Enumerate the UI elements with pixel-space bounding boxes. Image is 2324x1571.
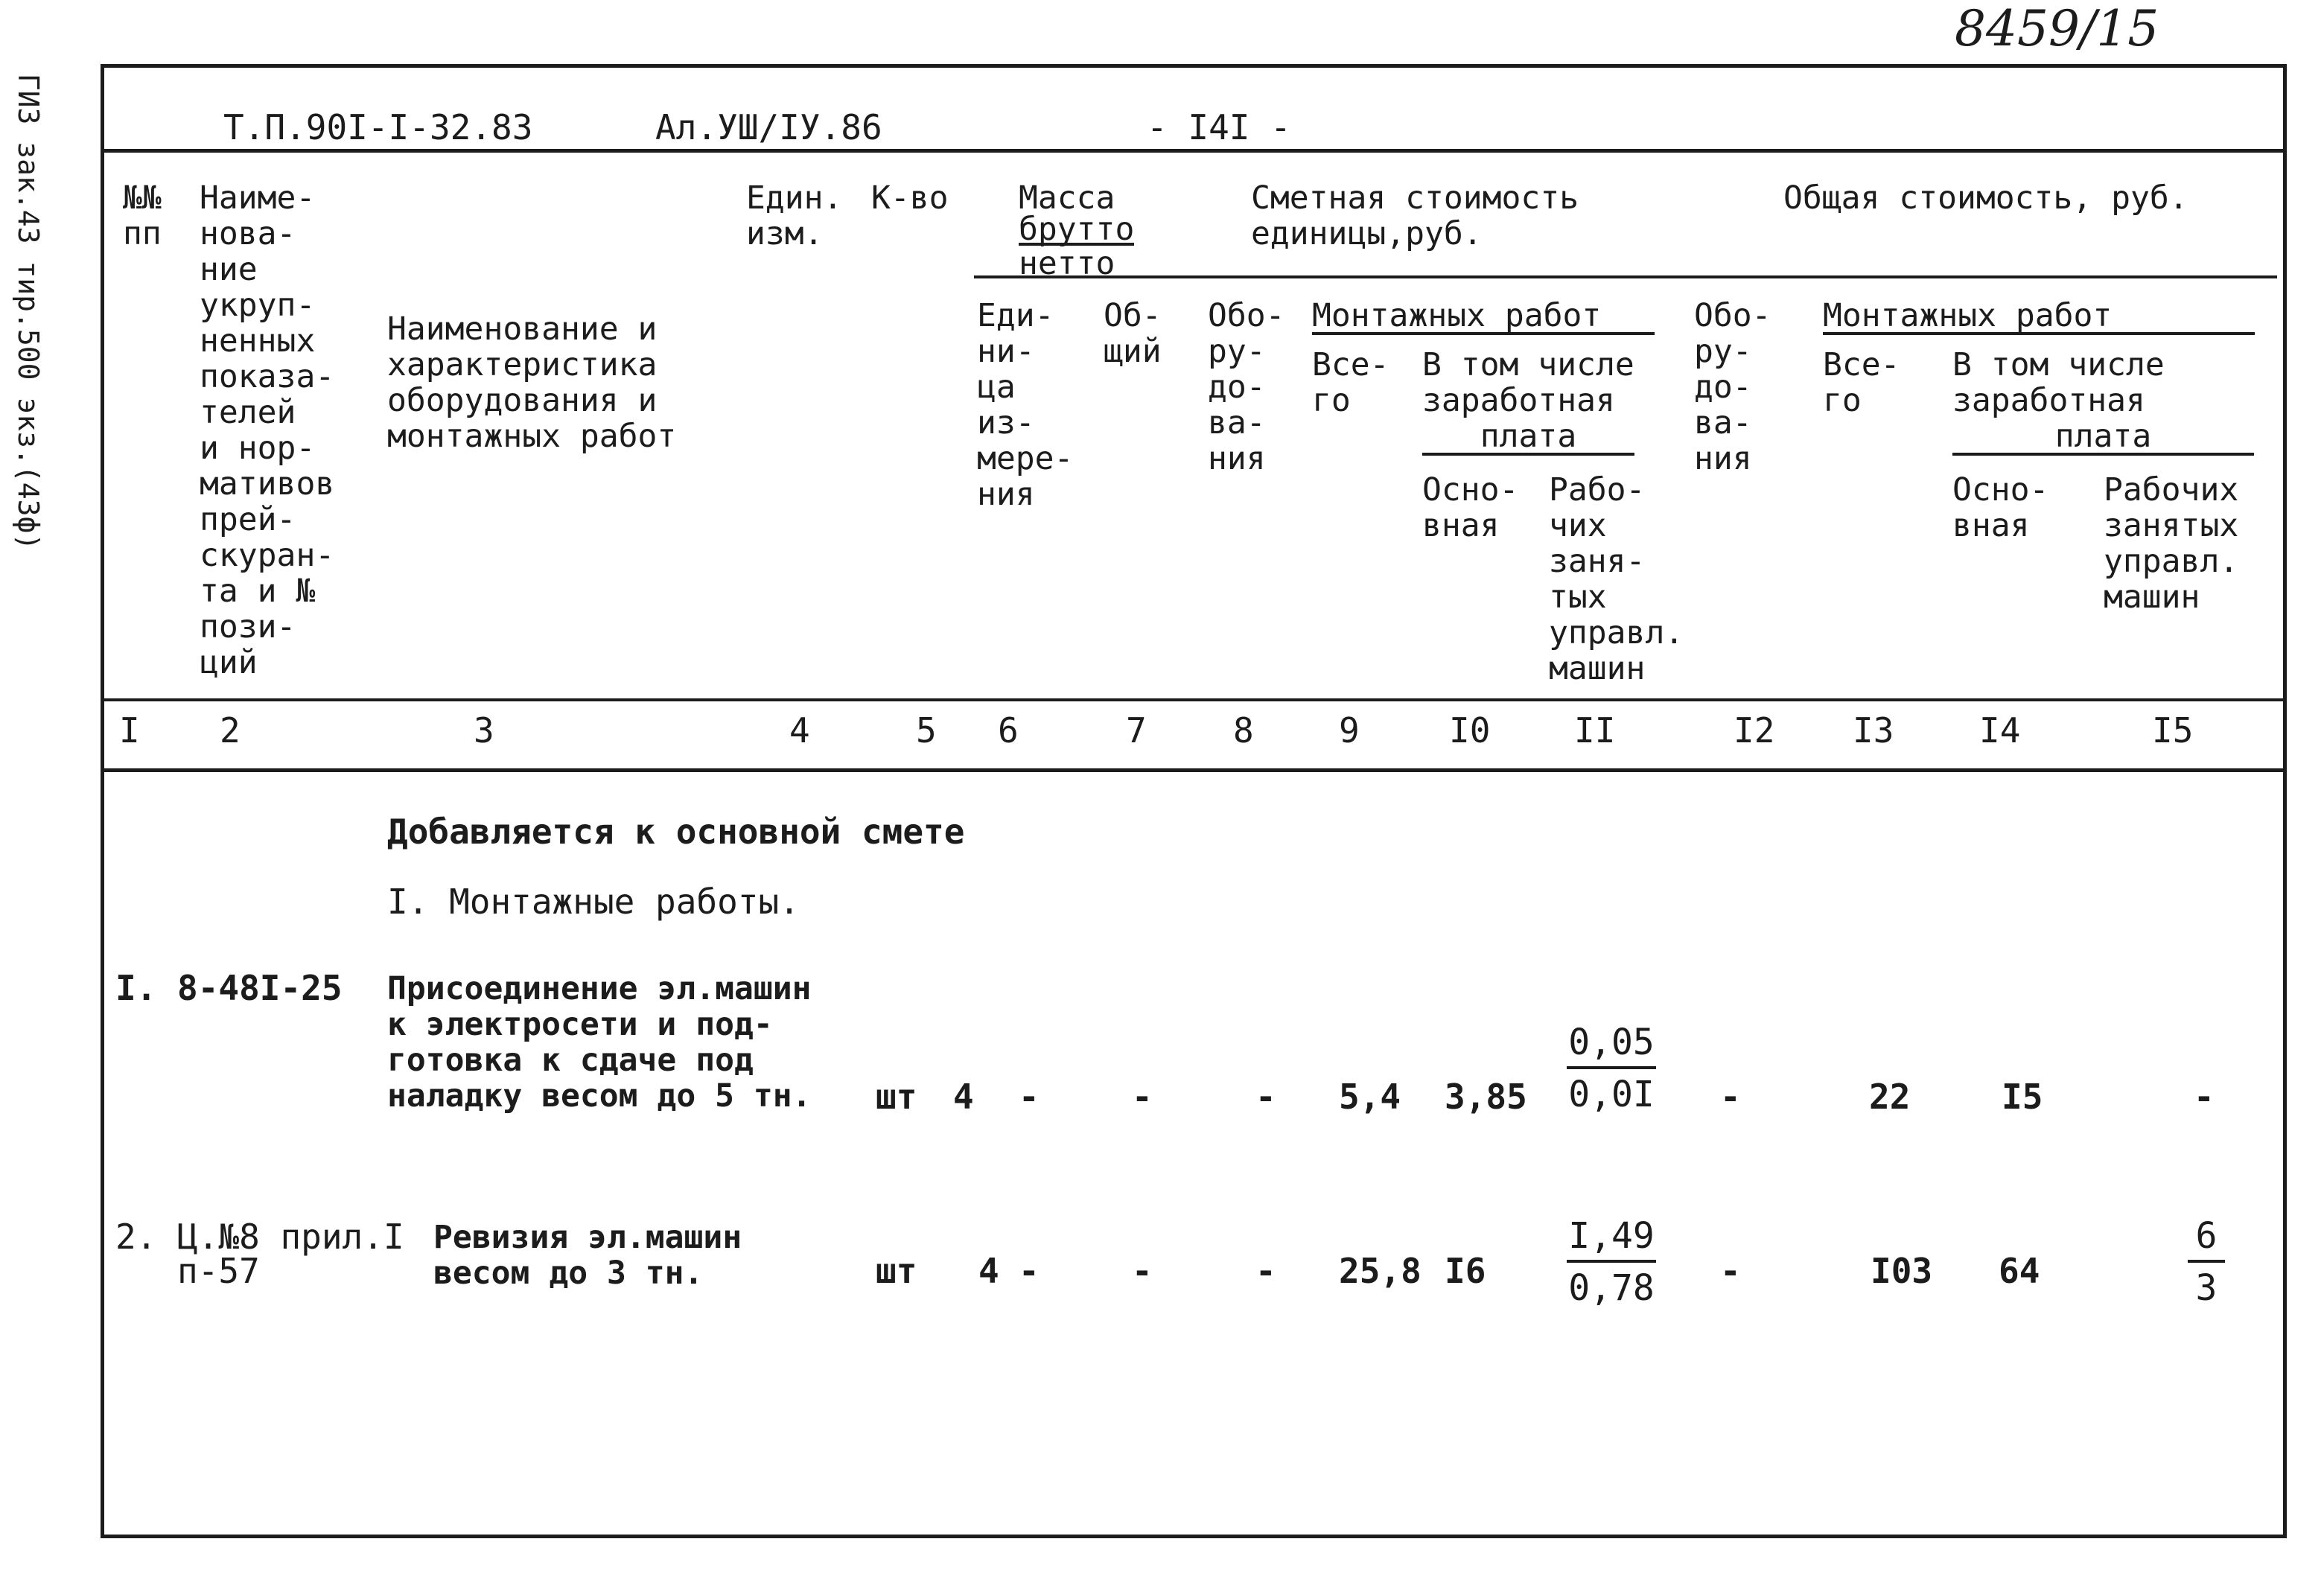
archive-number: 8459/15 bbox=[1955, 0, 2159, 57]
column-numbers-bottom-rule bbox=[101, 768, 2286, 772]
row-wage-machine bbox=[1567, 1022, 1656, 1115]
header-plata-2: плата bbox=[1952, 418, 2254, 456]
row-wage-machine bbox=[1567, 1215, 1656, 1309]
row-unit: шт bbox=[876, 1077, 917, 1117]
row-qty: 4 bbox=[953, 1077, 974, 1117]
header-brutto: брутто bbox=[1019, 211, 1135, 248]
row-wage-basic: I6 bbox=[1445, 1251, 1486, 1291]
header-col-12: Обо- ру- до- ва- ния bbox=[1694, 297, 1771, 477]
row-install-total: 25,8 bbox=[1339, 1251, 1422, 1291]
header-netto: нетто bbox=[1019, 245, 1115, 282]
row-equip-cost: - bbox=[1255, 1077, 1276, 1117]
header-col-1: №№ пп bbox=[123, 179, 162, 252]
header-unit-cost: Сметная стоимость единицы,руб. bbox=[1251, 179, 1579, 252]
header-plata-1: плата bbox=[1422, 418, 1634, 456]
row-name: Присоединение эл.машин к электросети и под- готовка к сдаче под наладку весом до 5 тн. bbox=[387, 970, 812, 1115]
col-number: I5 bbox=[2152, 710, 2194, 751]
row-qty: 4 bbox=[978, 1251, 999, 1291]
frame-top bbox=[101, 64, 2286, 68]
row-code: 8-48I-25 bbox=[177, 968, 343, 1008]
header-col-8: Обо- ру- до- ва- ния bbox=[1208, 297, 1285, 477]
row-install-total: 5,4 bbox=[1339, 1077, 1401, 1117]
row-total-wage-basic: I5 bbox=[2002, 1077, 2043, 1117]
row-total-wage-machine-denominator: 3 bbox=[2195, 1267, 2218, 1309]
margin-stamp: ГИЗ зак.43 тир.500 экз.(43ф) bbox=[12, 73, 45, 551]
header-col-6: Еди- ни- ца из- мере- ния bbox=[977, 297, 1074, 513]
row-total-wage-machine bbox=[2188, 1215, 2225, 1309]
section-title: Добавляется к основной смете bbox=[387, 812, 965, 852]
row-total-install: 22 bbox=[1869, 1077, 1911, 1117]
row-code: Ц.№8 прил.I bbox=[177, 1217, 404, 1257]
col-number: 3 bbox=[474, 710, 494, 751]
header-col-9: Все- го bbox=[1312, 346, 1389, 419]
col-number: I3 bbox=[1853, 710, 1894, 751]
row-wage-machine-numerator: I,49 bbox=[1567, 1218, 1656, 1263]
row-mass-unit: - bbox=[1019, 1251, 1040, 1291]
row-number: I. bbox=[115, 968, 157, 1008]
frame-bottom bbox=[101, 1535, 2286, 1538]
row-name: Ревизия эл.машин весом до 3 тн. bbox=[433, 1219, 742, 1292]
col-number: 9 bbox=[1339, 710, 1360, 751]
header-col-13: Все- го bbox=[1823, 346, 1900, 419]
header-installation-2: Монтажных работ bbox=[1823, 298, 2255, 335]
header-col-2: Наиме- нова- ние укруп- ненных показа- телей и нор- мативов прей- скуран- та и № пози- ций bbox=[200, 179, 335, 681]
col-number: 4 bbox=[789, 710, 810, 751]
col-number: 2 bbox=[220, 710, 241, 751]
row-total-wage-machine-numerator: 6 bbox=[2188, 1218, 2225, 1263]
col-number: I4 bbox=[1979, 710, 2021, 751]
frame-right bbox=[2283, 64, 2287, 1538]
col-number: I2 bbox=[1734, 710, 1775, 751]
header-incl-1: В том числе заработная bbox=[1422, 346, 1634, 419]
col-number: I bbox=[119, 710, 140, 751]
tp-code: Т.П.90I-I-32.83 bbox=[223, 107, 533, 147]
header-col-5: К-во bbox=[871, 179, 949, 217]
row-mass-total: - bbox=[1132, 1251, 1153, 1291]
row-mass-unit: - bbox=[1019, 1077, 1040, 1117]
row-equip-cost: - bbox=[1255, 1251, 1276, 1291]
row-wage-basic: 3,85 bbox=[1445, 1077, 1527, 1117]
col-number: I0 bbox=[1449, 710, 1491, 751]
row-wage-machine-numerator: 0,05 bbox=[1567, 1025, 1656, 1069]
col-number: 7 bbox=[1126, 710, 1147, 751]
header-col-4: Един. изм. bbox=[746, 179, 843, 252]
header-installation-1: Монтажных работ bbox=[1312, 298, 1655, 335]
row-total-install: I03 bbox=[1871, 1251, 1933, 1291]
header-total-cost: Общая стоимость, руб. bbox=[1783, 179, 2188, 217]
frame-left bbox=[101, 64, 104, 1538]
header-col-14: Осно- вная bbox=[1952, 471, 2049, 544]
subsection-title: I. Монтажные работы. bbox=[387, 882, 800, 922]
header-col-10: Осно- вная bbox=[1422, 471, 1519, 544]
col-number: 6 bbox=[998, 710, 1019, 751]
header-mass: Масса bbox=[1019, 179, 1115, 217]
header-col-7: Об- щий bbox=[1104, 297, 1162, 370]
col-number: II bbox=[1574, 710, 1616, 751]
header-col-11: Рабо- чих заня- тых управл. машин bbox=[1549, 471, 1684, 687]
column-numbers-top-rule bbox=[101, 698, 2286, 701]
header-bottom-rule bbox=[101, 149, 2286, 153]
row-total-equip: - bbox=[1720, 1077, 1741, 1117]
col-number: 5 bbox=[916, 710, 937, 751]
col-number: 8 bbox=[1233, 710, 1254, 751]
row-total-wage-machine: - bbox=[2194, 1077, 2215, 1117]
row-total-wage-basic: 64 bbox=[1999, 1251, 2040, 1291]
mass-cost-header-rule bbox=[974, 275, 2277, 278]
row-unit: шт bbox=[876, 1251, 917, 1291]
header-incl-2: В том числе заработная bbox=[1952, 346, 2165, 419]
row-number: 2. bbox=[115, 1217, 157, 1257]
row-wage-machine-denominator: 0,0I bbox=[1568, 1074, 1655, 1115]
row-wage-machine-denominator: 0,78 bbox=[1568, 1267, 1655, 1309]
album-code: Ал.УШ/IУ.86 bbox=[655, 107, 882, 147]
row-total-equip: - bbox=[1720, 1251, 1741, 1291]
header-col-3: Наименование и характеристика оборудования и монтажных работ bbox=[387, 310, 677, 455]
header-col-15: Рабочих занятых управл. машин bbox=[2104, 471, 2239, 616]
page-number: - I4I - bbox=[1147, 107, 1291, 147]
row-mass-total: - bbox=[1132, 1077, 1153, 1117]
row-code-2: п-57 bbox=[177, 1251, 260, 1291]
